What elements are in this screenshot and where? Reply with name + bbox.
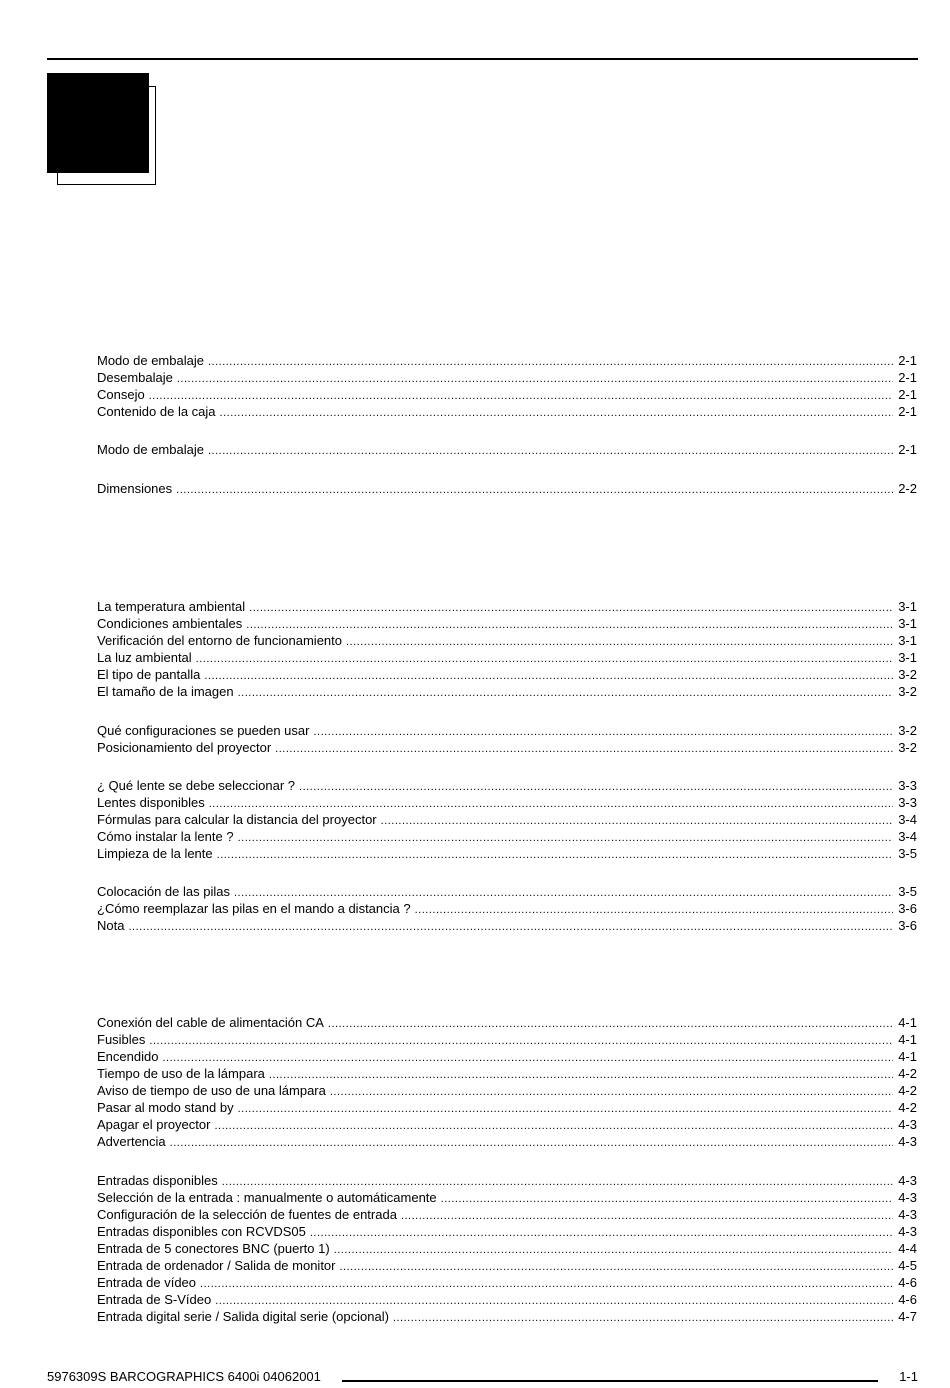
toc-leader [275,741,893,758]
toc-row[interactable] [97,1116,917,1133]
toc-title: Posicionamiento del proyector [97,740,272,755]
chapter-box [47,73,148,173]
toc-leader [170,1135,893,1152]
toc-row[interactable] [97,649,917,666]
toc-row[interactable] [97,722,917,739]
toc-leader [238,685,893,702]
toc-title: Advertencia [97,1134,166,1149]
toc-title: Dimensiones [97,481,173,496]
toc-leader [249,600,893,617]
toc-row[interactable] [97,1082,917,1099]
toc-row[interactable] [97,403,917,420]
toc-page: 4-1 [898,1015,917,1030]
toc-title: Conexión del cable de alimentación CA [97,1015,324,1030]
toc-leader [246,617,893,634]
toc-title: Selección de la entrada : manualmente o automáticamente [97,1190,437,1205]
toc-leader [401,1208,893,1225]
toc-row[interactable] [97,900,917,917]
footer-document-id: 5976309S BARCOGRAPHICS 6400i 04062001 [47,1369,321,1384]
toc-leader [149,1033,893,1050]
toc-page: 3-4 [898,812,917,827]
toc-leader [299,779,893,796]
toc-row[interactable] [97,811,917,828]
toc-leader [238,830,893,847]
toc-page: 3-2 [898,667,917,682]
toc-title: Apagar el proyector [97,1117,211,1132]
toc-row[interactable] [97,1099,917,1116]
toc-leader [217,847,893,864]
toc-leader [313,724,893,741]
toc-title: Configuración de la selección de fuentes de entrada [97,1207,397,1222]
toc-leader [340,1259,894,1276]
toc-page: 4-4 [898,1241,917,1256]
toc-title: Entradas disponibles con RCVDS05 [97,1224,306,1239]
toc-row[interactable] [97,369,917,386]
toc-page: 4-5 [898,1258,917,1273]
toc-leader [346,634,893,651]
toc-page: 3-6 [898,901,917,916]
toc-row[interactable] [97,1172,917,1189]
toc-title: La temperatura ambiental [97,599,246,614]
toc-leader [415,902,893,919]
toc-page: 2-1 [898,387,917,402]
toc-page: 4-3 [898,1173,917,1188]
toc-title: La luz ambiental [97,650,192,665]
toc-group-6 [97,777,917,862]
toc-leader [334,1242,893,1259]
toc-row[interactable] [97,1189,917,1206]
toc-leader [162,1050,893,1067]
toc-page: 3-5 [898,846,917,861]
toc-title: Aviso de tiempo de uso de una lámpara [97,1083,326,1098]
toc-page: 4-3 [898,1134,917,1149]
toc-page: 4-3 [898,1117,917,1132]
toc-page: 3-2 [898,740,917,755]
toc-page: 4-1 [898,1032,917,1047]
toc-row[interactable] [97,352,917,369]
toc-group-9 [97,1172,917,1325]
toc-row[interactable] [97,615,917,632]
toc-leader [176,482,893,499]
toc-page: 3-1 [898,599,917,614]
toc-row[interactable] [97,666,917,683]
toc-row[interactable] [97,386,917,403]
toc-leader [220,405,893,422]
toc-page: 3-2 [898,723,917,738]
toc-leader [149,388,893,405]
toc-leader [208,443,893,460]
toc-page: 3-1 [898,650,917,665]
toc-leader [177,371,893,388]
toc-page: 4-3 [898,1224,917,1239]
toc-title: Entrada de vídeo [97,1275,197,1290]
toc-title: Encendido [97,1049,159,1064]
toc-row[interactable] [97,1031,917,1048]
toc-page: 4-2 [898,1066,917,1081]
toc-title: Desembalaje [97,370,173,385]
toc-page: 4-3 [898,1207,917,1222]
toc-group-7 [97,883,917,934]
toc-leader [238,1101,893,1118]
toc-page: 3-1 [898,633,917,648]
toc-title: Modo de embalaje [97,353,204,368]
toc-page: 4-3 [898,1190,917,1205]
toc-title: Entradas disponibles [97,1173,218,1188]
toc-title: Colocación de las pilas [97,884,230,899]
toc-page: 3-6 [898,918,917,933]
toc-row[interactable] [97,794,917,811]
toc-group-5 [97,722,917,756]
toc-title: Consejo [97,387,145,402]
toc-page: 3-3 [898,778,917,793]
toc-title: Nota [97,918,125,933]
toc-leader [441,1191,893,1208]
toc-row[interactable] [97,1274,917,1291]
toc-row[interactable] [97,1014,917,1031]
toc-title: Verificación del entorno de funcionamiento [97,633,342,648]
toc-title: Entrada digital serie / Salida digital serie (opcional) [97,1309,389,1324]
toc-leader [310,1225,893,1242]
toc-row[interactable] [97,883,917,900]
footer-page-number: 1-1 [899,1369,918,1384]
toc-page: 4-1 [898,1049,917,1064]
toc-row[interactable] [97,1065,917,1082]
toc-leader [208,354,893,371]
toc-title: Lentes disponibles [97,795,205,810]
toc-title: ¿ Qué lente se debe seleccionar ? [97,778,296,793]
toc-title: Condiciones ambientales [97,616,243,631]
toc-row[interactable] [97,1206,917,1223]
toc-title: Qué configuraciones se pueden usar [97,723,310,738]
toc-row[interactable] [97,1048,917,1065]
toc-title: Contenido de la caja [97,404,216,419]
toc-page: 3-4 [898,829,917,844]
toc-page: 4-2 [898,1100,917,1115]
toc-page: 3-2 [898,684,917,699]
toc-title: El tamaño de la imagen [97,684,234,699]
toc-row[interactable] [97,777,917,794]
toc-row[interactable] [97,598,917,615]
toc-group-3 [97,480,917,497]
toc-page: 4-2 [898,1083,917,1098]
toc-page: 2-1 [898,442,917,457]
toc-title: Entrada de ordenador / Salida de monitor [97,1258,336,1273]
toc-title: Cómo instalar la lente ? [97,829,234,844]
toc-title: Modo de embalaje [97,442,204,457]
toc-row[interactable] [97,1291,917,1308]
toc-title: Limpieza de la lente [97,846,213,861]
toc-title: Fusibles [97,1032,146,1047]
toc-row[interactable] [97,683,917,700]
toc-page: 3-3 [898,795,917,810]
toc-page: 4-6 [898,1292,917,1307]
toc-page: 4-7 [898,1309,917,1324]
toc-page: 4-6 [898,1275,917,1290]
toc-page: 2-2 [898,481,917,496]
toc-group-2 [97,441,917,458]
toc-title: Tiempo de uso de la lámpara [97,1066,265,1081]
toc-page: 3-1 [898,616,917,631]
toc-leader [381,813,893,830]
toc-row[interactable] [97,632,917,649]
toc-leader [330,1084,893,1101]
toc-page: 2-1 [898,370,917,385]
toc-leader [128,919,893,936]
toc-row[interactable] [97,1133,917,1150]
toc-page: 2-1 [898,353,917,368]
toc-row[interactable] [97,1223,917,1240]
toc-row[interactable] [97,917,917,934]
toc-row[interactable] [97,845,917,862]
toc-row[interactable] [97,1308,917,1325]
toc-leader [200,1276,893,1293]
toc-row[interactable] [97,441,917,458]
toc-row[interactable] [97,480,917,497]
toc-title: Pasar al modo stand by [97,1100,234,1115]
toc-leader [196,651,893,668]
toc-leader [204,668,893,685]
toc-title: Entrada de 5 conectores BNC (puerto 1) [97,1241,330,1256]
toc-leader [214,1118,893,1135]
toc-title: Fórmulas para calcular la distancia del proyector [97,812,377,827]
toc-group-1 [97,352,917,420]
toc-title: Entrada de S-Vídeo [97,1292,212,1307]
toc-leader [393,1310,893,1327]
toc-leader [269,1067,893,1084]
top-rule [47,58,918,60]
toc-row[interactable] [97,739,917,756]
footer-rule [342,1380,878,1382]
toc-row[interactable] [97,1257,917,1274]
toc-leader [328,1016,893,1033]
toc-title: El tipo de pantalla [97,667,201,682]
toc-page: 3-5 [898,884,917,899]
toc-group-4 [97,598,917,700]
toc-row[interactable] [97,828,917,845]
toc-page: 2-1 [898,404,917,419]
toc-row[interactable] [97,1240,917,1257]
toc-group-8 [97,1014,917,1150]
toc-title: ¿Cómo reemplazar las pilas en el mando a distancia ? [97,901,411,916]
